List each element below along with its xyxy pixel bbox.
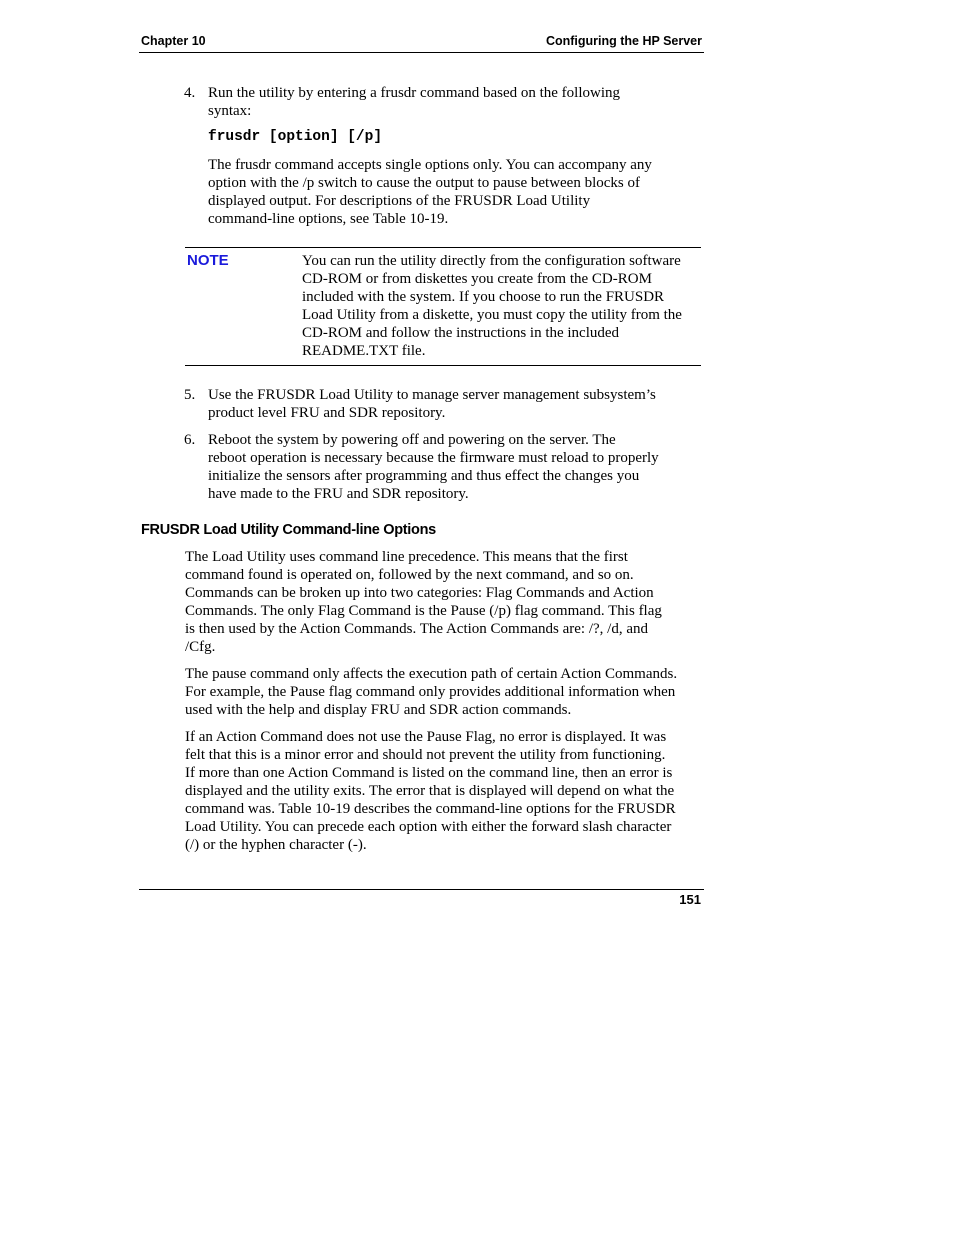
text-line: command-line options, see Table 10-19. [208, 211, 449, 227]
step-4-text [208, 84, 620, 120]
text-line: initialize the sensors after programming and thus effect the changes you [208, 468, 640, 484]
text-line: Run the utility by entering a frusdr command based on the following [208, 85, 621, 101]
text-line: CD-ROM or from diskettes you create from the CD-ROM [302, 271, 652, 287]
running-title: Configuring the HP Server [545, 34, 702, 48]
header-rule [139, 52, 704, 53]
text-line: Use the FRUSDR Load Utility to manage server management subsystem’s [208, 387, 656, 403]
text-line: If more than one Action Command is listed on the command line, then an error is [185, 765, 673, 781]
step-number: 4. [184, 85, 196, 101]
text-line: The frusdr command accepts single options only. You can accompany any [208, 157, 652, 173]
step-number: 5. [184, 387, 196, 403]
text-line: Commands can be broken up into two categories: Flag Commands and Action [185, 585, 654, 601]
text-line: reboot operation is necessary because the firmware must reload to properly [208, 450, 659, 466]
text-line: If an Action Command does not use the Pause Flag, no error is displayed. It was [185, 729, 667, 745]
text-line: For example, the Pause flag command only provides additional information when [185, 684, 676, 700]
section-paragraph-2 [185, 665, 677, 719]
step-number: 6. [184, 432, 196, 448]
text-line: Reboot the system by powering off and powering on the server. The [208, 432, 616, 448]
section-paragraph-3 [185, 728, 676, 854]
text-line: have made to the FRU and SDR repository. [208, 486, 469, 502]
text-line: felt that this is a minor error and should not prevent the utility from functioning. [185, 747, 666, 763]
text-line: is then used by the Action Commands. The Action Commands are: /?, /d, and [185, 621, 648, 637]
text-line: README.TXT file. [302, 343, 426, 359]
chapter-label: Chapter 10 [141, 34, 206, 48]
footer-rule [139, 889, 704, 890]
section-paragraph-1 [185, 548, 662, 656]
note-bottom-rule [185, 365, 701, 366]
page-number: 151 [679, 892, 701, 907]
section-heading: FRUSDR Load Utility Command-line Options [141, 522, 436, 538]
text-line: displayed and the utility exits. The error that is displayed will depend on what the [185, 783, 675, 799]
text-line: product level FRU and SDR repository. [208, 405, 446, 421]
note-top-rule [185, 247, 701, 248]
text-line: /Cfg. [185, 639, 216, 655]
text-line: Commands. The only Flag Command is the Pause (/p) flag command. This flag [185, 603, 662, 619]
text-line: You can run the utility directly from the configuration software [302, 253, 681, 269]
text-line: (/) or the hyphen character (-). [185, 837, 367, 853]
text-line: CD-ROM and follow the instructions in the included [302, 325, 620, 341]
text-line: command found is operated on, followed by the next command, and so on. [185, 567, 634, 583]
text-line: option with the /p switch to cause the output to pause between blocks of [208, 175, 640, 191]
note-label: NOTE [187, 252, 229, 269]
text-line: displayed output. For descriptions of the FRUSDR Load Utility [208, 193, 591, 209]
command-syntax: frusdr [option] [/p] [208, 129, 383, 145]
text-line: Load Utility. You can precede each option with either the forward slash character [185, 819, 672, 835]
text-line: The Load Utility uses command line precedence. This means that the first [185, 549, 628, 565]
text-line: used with the help and display FRU and SDR action commands. [185, 702, 572, 718]
step-4-paragraph [208, 156, 652, 228]
text-line: The pause command only affects the execution path of certain Action Commands. [185, 666, 678, 682]
text-line: command was. Table 10-19 describes the command-line options for the FRUSDR [185, 801, 676, 817]
step-5-text [208, 386, 656, 422]
text-line: syntax: [208, 103, 252, 119]
note-text [302, 252, 682, 360]
step-6-text [208, 431, 659, 503]
text-line: Load Utility from a diskette, you must copy the utility from the [302, 307, 682, 323]
text-line: included with the system. If you choose to run the FRUSDR [302, 289, 665, 305]
